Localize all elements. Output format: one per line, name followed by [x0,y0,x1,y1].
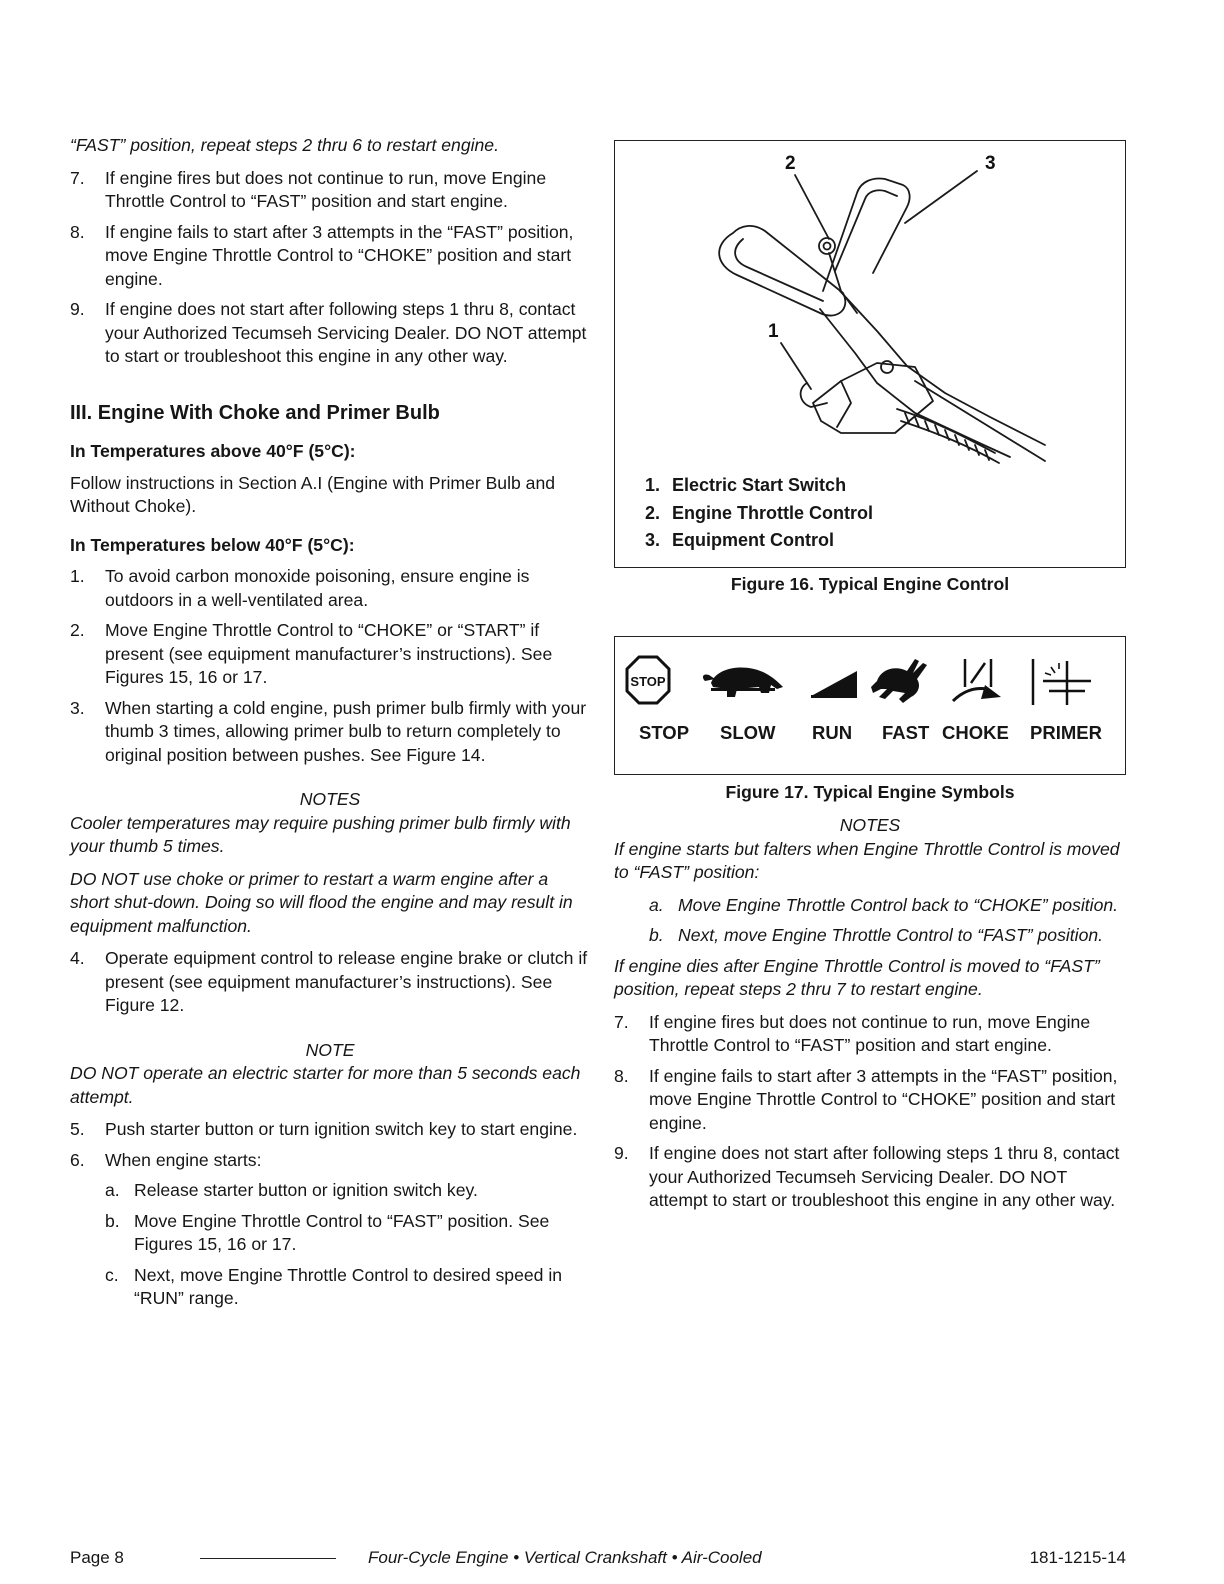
notes-text-1: Cooler temperatures may require pushing primer bulb firmly with your thumb 5 times. [70,812,571,856]
step-number: 7. [614,1011,629,1032]
step-number: 8. [70,221,85,242]
figure-16-caption: Figure 16. Typical Engine Control [730,574,1010,594]
rabbit-icon [871,659,927,703]
label-fast: FAST [882,721,930,743]
step-number: 8. [614,1065,629,1086]
page-footer [70,1546,1126,1570]
left-column [70,134,590,1311]
step-6 [70,1149,590,1173]
substep-a [70,1179,590,1203]
label-run: RUN [812,721,853,743]
figure-16-legend [645,472,873,555]
step-text: If engine fails to start after 3 attempts in the “FAST” position, move Engine Throttle Control to “CHOKE” position and start engine. [649,1065,1118,1133]
callout-1: 1 [768,321,779,342]
notes-intro: If engine starts but falters when Engine Throttle Control is moved to “FAST” position: [614,838,1120,882]
right-step-7 [614,1011,1126,1058]
temp-below-heading: In Temperatures below 40°F (5°C): [70,534,355,555]
step-4 [70,947,590,1018]
figure-16-box [614,140,1126,568]
step-text: If engine does not start after following steps 1 thru 8, contact your Authorized Tecumseh Servicing Dealer. DO NOT attempt to start or troubleshoot this engine in any other way. [649,1143,1120,1210]
step-number: 6. [70,1149,85,1170]
label-slow: SLOW [720,721,776,743]
note-heading: NOTE [305,1039,355,1060]
step-9 [70,298,590,369]
step-2 [70,619,590,690]
temp-above-heading: In Temperatures above 40°F (5°C): [70,441,356,461]
step-text: To avoid carbon monoxide poisoning, ensure engine is outdoors in a well-ventilated area. [105,566,530,610]
label-stop: STOP [639,721,690,743]
page-number: Page 8 [70,1548,124,1567]
legend-number: 3. [645,530,661,550]
right-step-9 [614,1142,1126,1213]
step-text: Move Engine Throttle Control to “CHOKE” or “START” if present (see equipment manufacturer’s instructions). See Figures 15, 16 or 17. [105,620,553,687]
step-5 [70,1118,590,1142]
turtle-icon [703,667,783,696]
legend-number: 2. [645,502,661,523]
notes-text-2: DO NOT use choke or primer to restart a warm engine after a short shut-down. Doing so will flood the engine and may result in equipment malfunction. [70,868,573,936]
notes-heading: NOTES [839,815,901,835]
notes-heading: NOTES [299,789,361,809]
continued-text: “FAST” position, repeat steps 2 thru 6 to restart engine. [70,135,499,155]
step-number: 7. [70,167,85,188]
substep-c [70,1264,590,1311]
section-heading: III. Engine With Choke and Primer Bulb [70,401,440,424]
notes-item-text: Next, move Engine Throttle Control to “FAST” position. [678,925,1104,945]
callout-3: 3 [985,153,996,174]
step-text: If engine fails to start after 3 attempts in the “FAST” position, move Engine Throttle Control to “CHOKE” position and start engine. [105,221,574,289]
right-column [614,140,1126,1213]
run-wedge-icon [811,671,857,698]
primer-icon [1033,659,1091,705]
substep-letter: b. [105,1210,120,1231]
notes-item-letter: a. [649,894,664,915]
document-number: 181-1215-14 [1029,1548,1126,1567]
step-text: If engine does not start after following steps 1 thru 8, contact your Authorized Tecumseh Servicing Dealer. DO NOT attempt to start or troubleshoot this engine in any other way. [105,299,587,366]
right-step-8 [614,1065,1126,1136]
notes-item-a [614,894,1126,918]
callout-2: 2 [785,153,796,174]
step-text: When engine starts: [105,1149,262,1170]
step-number: 1. [70,566,85,586]
legend-number: 1. [645,475,661,495]
step-text: Push starter button or turn ignition switch key to start engine. [105,1119,578,1139]
stop-sign-text: STOP [630,673,666,689]
substep-b [70,1210,590,1257]
notes-item-text: Move Engine Throttle Control back to “CHOKE” position. [678,894,1119,915]
engine-control-illustration [615,141,1125,471]
step-1 [70,565,590,612]
figure-17-caption: Figure 17. Typical Engine Symbols [725,781,1015,802]
step-number: 5. [70,1119,85,1139]
stop-sign-icon [627,657,669,703]
substep-text: Move Engine Throttle Control to “FAST” position. See Figures 15, 16 or 17. [134,1210,550,1254]
substep-text: Next, move Engine Throttle Control to desired speed in “RUN” range. [134,1264,563,1308]
substep-letter: c. [105,1264,119,1285]
legend-text: Equipment Control [672,530,834,550]
step-text: If engine fires but does not continue to run, move Engine Throttle Control to “FAST” position and start engine. [649,1011,1091,1055]
step-number: 9. [614,1143,629,1163]
figure-17-box [614,636,1126,775]
step-number: 4. [70,948,85,968]
legend-text: Electric Start Switch [672,475,847,495]
step-number: 9. [70,299,85,319]
substep-letter: a. [105,1180,120,1200]
step-number: 2. [70,620,85,640]
step-text: If engine fires but does not continue to run, move Engine Throttle Control to “FAST” position and start engine. [105,167,547,211]
label-primer: PRIMER [1030,721,1102,743]
symbol-labels [615,721,1127,747]
choke-icon [953,659,1001,701]
notes-item-letter: b. [649,925,664,945]
notes-after: If engine dies after Engine Throttle Control is moved to “FAST” position, repeat steps 2 thru 7 to restart engine. [614,955,1100,999]
notes-item-b [614,924,1126,948]
temp-above-text: Follow instructions in Section A.I (Engine with Primer Bulb and Without Choke). [70,472,556,516]
step-7 [70,167,590,214]
step-text: Operate equipment control to release engine brake or clutch if present (see equipment manufacturer’s instructions). See Figure 12. [105,948,588,1015]
step-text: When starting a cold engine, push primer bulb firmly with your thumb 3 times, allowing primer bulb to return completely to original position between pushes. See Figure 14. [105,697,587,765]
step-3 [70,697,590,768]
footer-title: Four-Cycle Engine • Vertical Crankshaft • Air-Cooled [368,1548,762,1567]
legend-item-1 [645,472,873,500]
engine-symbols-row [615,651,1127,711]
legend-item-3 [645,527,873,555]
note-text: DO NOT operate an electric starter for more than 5 seconds each attempt. [70,1063,581,1107]
label-choke: CHOKE [942,721,1009,743]
substep-text: Release starter button or ignition switch key. [134,1180,478,1200]
legend-text: Engine Throttle Control [672,502,873,523]
legend-item-2 [645,500,873,528]
step-8 [70,221,590,292]
footer-rule [200,1558,336,1559]
step-number: 3. [70,697,85,718]
